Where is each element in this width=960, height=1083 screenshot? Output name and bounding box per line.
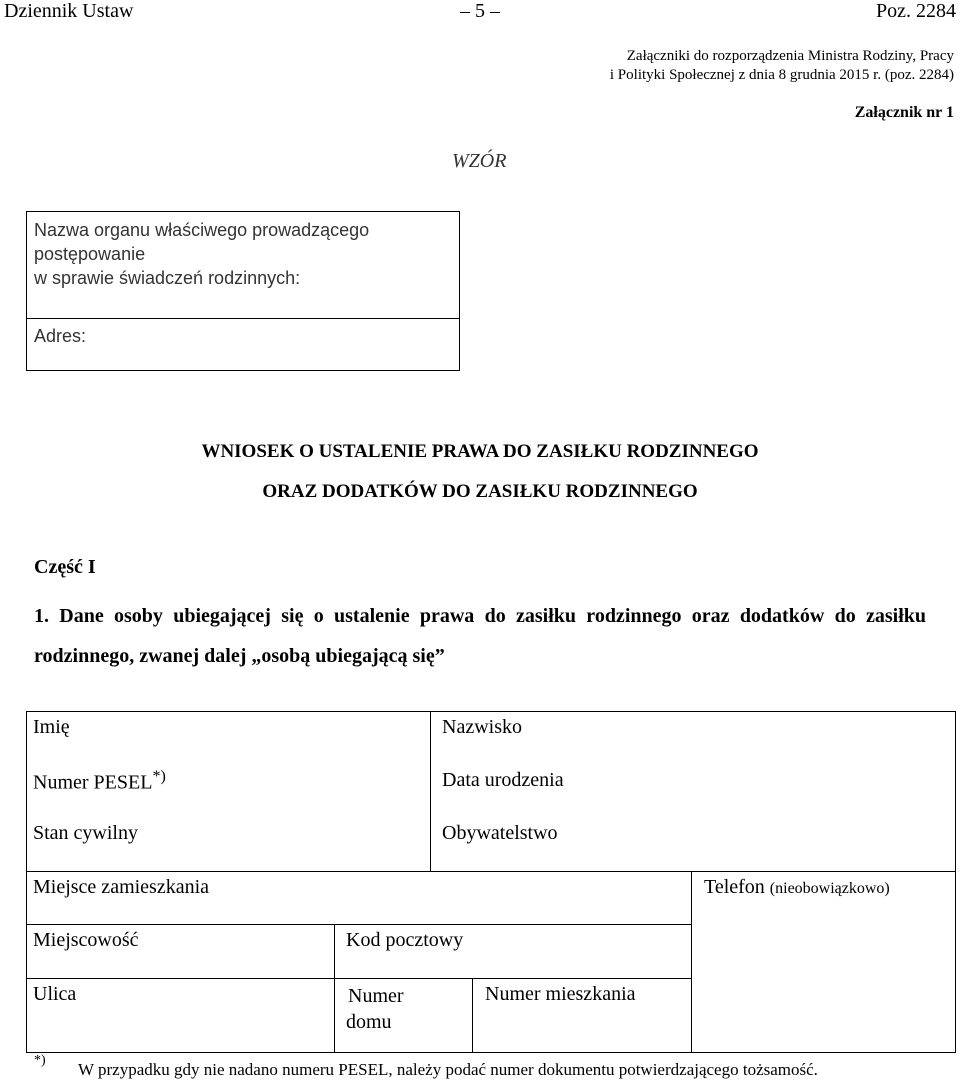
- first-name-field[interactable]: Imię: [33, 716, 70, 738]
- authority-address-label: Adres:: [34, 326, 87, 346]
- document-title-line1: WNIOSEK O USTALENIE PRAWA DO ZASIŁKU RODZINNEGO: [201, 441, 759, 462]
- phone-optional-note: (nieobowiązkowo): [769, 880, 890, 897]
- form-col-divider-phone: [691, 871, 692, 1052]
- house-number-field[interactable]: Numer domu: [346, 985, 404, 1033]
- form-border-top: [26, 711, 956, 712]
- surname-field[interactable]: Nazwisko: [442, 716, 522, 738]
- phone-field[interactable]: Telefon (nieobowiązkowo): [704, 876, 890, 898]
- part-heading: Część I: [34, 556, 96, 578]
- template-label: WZÓR: [452, 150, 507, 172]
- birth-date-field[interactable]: Data urodzenia: [442, 769, 564, 791]
- page-header: [0, 0, 960, 26]
- apartment-number-field[interactable]: Numer mieszkania: [485, 983, 636, 1005]
- form-border-bottom: [26, 1052, 956, 1053]
- form-border-left: [26, 711, 27, 1052]
- page-number: – 5 –: [460, 0, 500, 22]
- citizenship-field[interactable]: Obywatelstwo: [442, 822, 558, 844]
- attachments-note: [434, 47, 954, 85]
- pesel-footnote-mark: *): [152, 768, 166, 785]
- authority-box-divider: [27, 318, 459, 319]
- form-col-divider-apartment: [472, 978, 473, 1052]
- authority-box: [26, 211, 460, 371]
- form-line-row3: [26, 871, 956, 872]
- applicant-data-form: [26, 711, 956, 1053]
- postal-code-field[interactable]: Kod pocztowy: [346, 929, 464, 951]
- authority-name-label: Nazwa organu właściwego prowadzącego postępowanie w sprawie świadczeń rodzinnych:: [34, 220, 370, 288]
- attachments-note-line1: Załączniki do rozporządzenia Ministra Rodziny, Pracy: [626, 48, 954, 64]
- form-line-row5: [26, 978, 691, 979]
- pesel-field[interactable]: Numer PESEL*): [33, 768, 166, 794]
- position-number: Poz. 2284: [876, 0, 956, 22]
- footnote-mark: *): [34, 1053, 46, 1068]
- form-col-divider-top: [430, 711, 431, 871]
- street-field[interactable]: Ulica: [33, 983, 77, 1005]
- footnote-text: W przypadku gdy nie nadano numeru PESEL, należy podać numer dokumentu potwierdzającego tożsamość.: [78, 1060, 818, 1079]
- document-title-line2: ORAZ DODATKÓW DO ZASIŁKU RODZINNEGO: [262, 481, 698, 502]
- form-line-row4: [26, 924, 691, 925]
- journal-name: Dziennik Ustaw: [4, 0, 134, 22]
- form-col-divider-postal: [334, 924, 335, 1052]
- attachments-note-line2: i Polityki Społecznej z dnia 8 grudnia 2015 r. (poz. 2284): [609, 67, 954, 83]
- form-border-right: [955, 711, 956, 1052]
- section-1-heading: 1. Dane osoby ubiegającej się o ustalenie prawa do zasiłku rodzinnego oraz dodatków do zasiłku rodzinnego, zwanej dalej „osobą ubiegającą się”: [34, 605, 926, 667]
- annex-label: Załącznik nr 1: [854, 104, 954, 121]
- town-field[interactable]: Miejscowość: [33, 929, 139, 951]
- marital-status-field[interactable]: Stan cywilny: [33, 822, 138, 844]
- residence-label: Miejsce zamieszkania: [33, 876, 210, 898]
